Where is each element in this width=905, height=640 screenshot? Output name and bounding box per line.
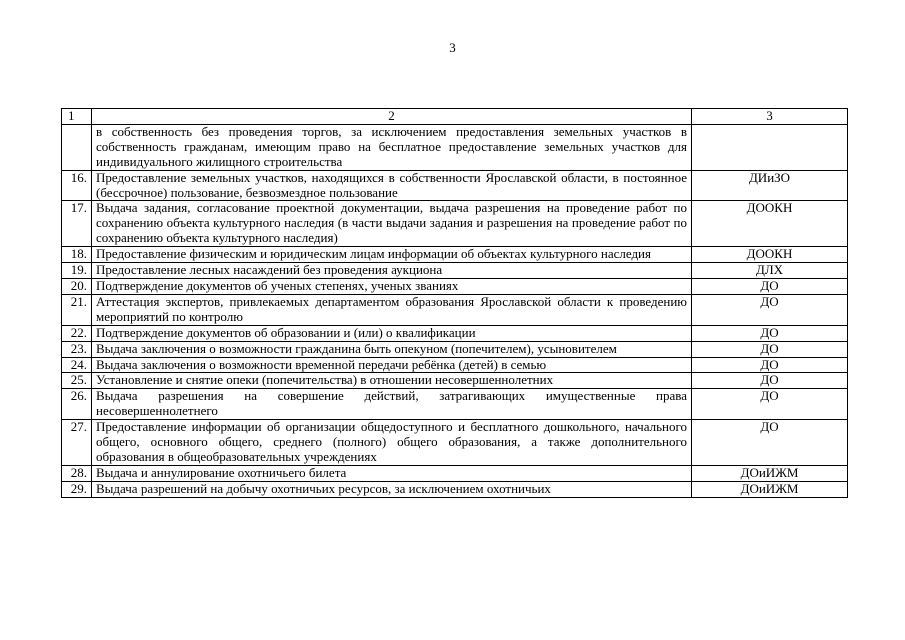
row-number: 26. bbox=[62, 389, 92, 420]
row-department: ДЛХ bbox=[692, 263, 848, 279]
row-department: ДИиЗО bbox=[692, 170, 848, 201]
row-service-text: Предоставление лесных насаждений без проведения аукциона bbox=[92, 263, 692, 279]
row-service-text: Аттестация экспертов, привлекаемых департаментом образования Ярославской области к проведению мероприятий по контролю bbox=[92, 294, 692, 325]
header-col-2: 2 bbox=[92, 109, 692, 125]
table-row bbox=[62, 420, 848, 466]
row-number: 24. bbox=[62, 357, 92, 373]
row-service-text: Подтверждение документов об образовании и (или) о квалификации bbox=[92, 325, 692, 341]
row-number: 17. bbox=[62, 201, 92, 247]
row-number: 25. bbox=[62, 373, 92, 389]
table-row bbox=[62, 201, 848, 247]
row-number: 18. bbox=[62, 247, 92, 263]
table-row bbox=[62, 294, 848, 325]
table-row bbox=[62, 263, 848, 279]
row-department: ДОиИЖМ bbox=[692, 481, 848, 497]
table-row-continuation bbox=[62, 124, 848, 170]
row-number: 22. bbox=[62, 325, 92, 341]
row-department: ДО bbox=[692, 357, 848, 373]
row-service-text: Предоставление информации об организации общедоступного и бесплатного дошкольного, начального общего, основного общего, среднего (полного) общего образования, а также дополнительного образования в общеобразовательных учреждениях bbox=[92, 420, 692, 466]
table-row bbox=[62, 325, 848, 341]
row-department: ДО bbox=[692, 373, 848, 389]
header-col-3: 3 bbox=[692, 109, 848, 125]
table-row bbox=[62, 389, 848, 420]
table-row bbox=[62, 247, 848, 263]
row-department: ДО bbox=[692, 325, 848, 341]
services-table bbox=[61, 108, 848, 498]
row-service-text: Установление и снятие опеки (попечительства) в отношении несовершеннолетних bbox=[92, 373, 692, 389]
row-service-text: Предоставление земельных участков, находящихся в собственности Ярославской области, в постоянное (бессрочное) пользование, безвозмездное пользование bbox=[92, 170, 692, 201]
table-header-row bbox=[62, 109, 848, 125]
row-service-text: Предоставление физическим и юридическим лицам информации об объектах культурного наследия bbox=[92, 247, 692, 263]
row-service-text: Подтверждение документов об ученых степенях, ученых званиях bbox=[92, 278, 692, 294]
table-row bbox=[62, 373, 848, 389]
row-department: ДООКН bbox=[692, 201, 848, 247]
row-number: 20. bbox=[62, 278, 92, 294]
row-number bbox=[62, 124, 92, 170]
row-department bbox=[692, 124, 848, 170]
row-number: 19. bbox=[62, 263, 92, 279]
row-number: 27. bbox=[62, 420, 92, 466]
table-row bbox=[62, 170, 848, 201]
row-department: ДО bbox=[692, 278, 848, 294]
page-number: 3 bbox=[449, 40, 456, 55]
row-service-text: Выдача разрешений на добычу охотничьих ресурсов, за исключением охотничьих bbox=[92, 481, 692, 497]
row-number: 28. bbox=[62, 465, 92, 481]
row-service-text: Выдача задания, согласование проектной документации, выдача разрешения на проведение работ по сохранению объекта культурного наследия (в части выдачи задания и разрешения на проведение работ по сохранению объекта культурного наследия) bbox=[92, 201, 692, 247]
row-service-text: Выдача заключения о возможности гражданина быть опекуном (попечителем), усыновителем bbox=[92, 341, 692, 357]
row-service-text: в собственность без проведения торгов, за исключением предоставления земельных участков в собственность гражданам, имеющим право на бесплатное предоставление земельных участков для индивидуального жилищного строительства bbox=[92, 124, 692, 170]
row-service-text: Выдача и аннулирование охотничьего билета bbox=[92, 465, 692, 481]
row-number: 16. bbox=[62, 170, 92, 201]
header-col-1: 1 bbox=[62, 109, 92, 125]
table-row bbox=[62, 465, 848, 481]
row-department: ДО bbox=[692, 294, 848, 325]
row-number: 23. bbox=[62, 341, 92, 357]
row-department: ДО bbox=[692, 341, 848, 357]
row-department: ДООКН bbox=[692, 247, 848, 263]
row-number: 21. bbox=[62, 294, 92, 325]
table-row bbox=[62, 357, 848, 373]
row-department: ДО bbox=[692, 420, 848, 466]
row-service-text: Выдача заключения о возможности временной передачи ребёнка (детей) в семью bbox=[92, 357, 692, 373]
table-row bbox=[62, 278, 848, 294]
row-department: ДОиИЖМ bbox=[692, 465, 848, 481]
table-row bbox=[62, 341, 848, 357]
row-service-text: Выдача разрешения на совершение действий, затрагивающих имущественные права несовершеннолетнего bbox=[92, 389, 692, 420]
table-row bbox=[62, 481, 848, 497]
row-number: 29. bbox=[62, 481, 92, 497]
row-department: ДО bbox=[692, 389, 848, 420]
